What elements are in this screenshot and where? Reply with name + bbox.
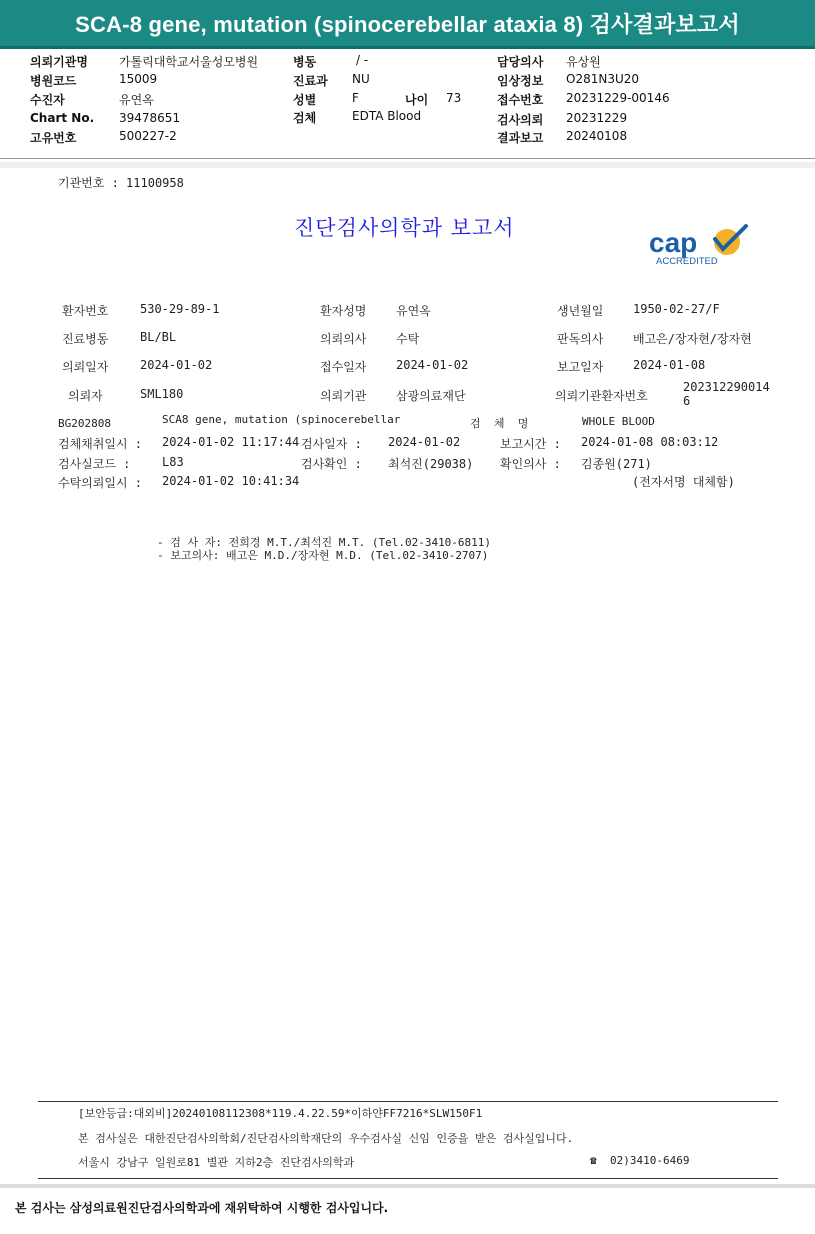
reading-doctor-label: 판독의사 bbox=[557, 332, 604, 346]
e-signature-note: (전자서명 대체함) bbox=[632, 475, 735, 489]
consign-time-value: 2024-01-02 10:41:34 bbox=[162, 474, 300, 488]
test-date-label: 검사일자 : bbox=[301, 437, 362, 451]
reconsignment-note: 본 검사는 삼성의료원진단검사의학과에 재위탁하여 시행한 검사입니다. bbox=[15, 1201, 389, 1215]
cap-accredited-check-icon bbox=[649, 222, 749, 268]
care-ward-label: 진료병동 bbox=[62, 332, 109, 346]
requester-label: 의뢰자 bbox=[68, 389, 103, 403]
report-time-value: 2024-01-08 08:03:12 bbox=[581, 435, 719, 449]
institution-patient-no-value-cont: 6 bbox=[683, 394, 691, 408]
clinical-info-label: 임상정보 bbox=[497, 74, 544, 88]
patient-name-label: 수진자 bbox=[30, 93, 65, 107]
test-confirm-value: 최석진(29038) bbox=[388, 457, 474, 471]
lab-code-value: L83 bbox=[162, 455, 184, 469]
footer-strip bbox=[0, 1184, 815, 1188]
receipt-date-label: 접수일자 bbox=[320, 360, 367, 374]
report-time-label: 보고시간 : bbox=[500, 437, 561, 451]
order-date-label: 의뢰일자 bbox=[62, 360, 109, 374]
clinical-info-value: O281N3U20 bbox=[566, 72, 640, 86]
department-value: NU bbox=[352, 72, 370, 86]
cap-logo-subtext: ACCREDITED bbox=[656, 256, 718, 267]
requesting-institution-value: 삼광의료재단 bbox=[396, 389, 466, 403]
report-header-bar bbox=[0, 0, 815, 49]
divider bbox=[0, 158, 815, 159]
lab-phone: 02)3410-6469 bbox=[610, 1154, 690, 1167]
sex-value: F bbox=[352, 91, 359, 105]
patient-name-value: 유연옥 bbox=[119, 93, 154, 107]
institution-label: 의뢰기관명 bbox=[30, 55, 88, 69]
report-title-header: SCA-8 gene, mutation (spinocerebellar ataxia 8) 검사결과보고서 bbox=[75, 12, 740, 37]
telephone-icon: ☎ bbox=[590, 1154, 597, 1167]
unique-no-value: 500227-2 bbox=[119, 129, 177, 143]
ward-label: 병동 bbox=[293, 55, 317, 69]
requester-value: SML180 bbox=[140, 387, 184, 401]
test-name: SCA8 gene, mutation (spinocerebellar bbox=[162, 413, 401, 426]
result-date-label: 결과보고 bbox=[497, 131, 544, 145]
ward-value: / - bbox=[356, 53, 369, 67]
test-date-value: 2024-01-02 bbox=[388, 435, 461, 449]
lab-code-label: 검사실코드 : bbox=[58, 457, 131, 471]
footer-divider-top bbox=[38, 1101, 778, 1102]
chart-no-value: 39478651 bbox=[119, 111, 181, 125]
age-label: 나이 bbox=[405, 93, 429, 107]
requesting-doctor-value: 수탁 bbox=[396, 332, 420, 346]
security-line: [보안등급:대외비]20240108112308*119.4.22.59*이하얀FF7216*SLW150F1 bbox=[78, 1107, 483, 1120]
scanned-report bbox=[0, 168, 815, 1088]
unique-no-label: 고유번호 bbox=[30, 131, 77, 145]
receipt-date-value: 2024-01-02 bbox=[396, 358, 469, 372]
footer-divider-bottom bbox=[38, 1178, 778, 1179]
collection-time-value: 2024-01-02 11:17:44 bbox=[162, 435, 300, 449]
test-code: BG202808 bbox=[58, 417, 111, 430]
test-confirm-label: 검사확인 : bbox=[301, 457, 362, 471]
specimen-name-value: WHOLE BLOOD bbox=[582, 415, 655, 428]
consign-time-label: 수탁의뢰일시 : bbox=[58, 476, 143, 490]
doctor-value: 유상원 bbox=[566, 55, 601, 69]
institution-number: 기관번호 : 11100958 bbox=[58, 176, 184, 190]
specimen-label: 검체 bbox=[293, 111, 317, 125]
request-date-label: 검사의뢰 bbox=[497, 113, 544, 127]
age-value: 73 bbox=[446, 91, 462, 105]
tester-line: - 검 사 자: 전희경 M.T./최석진 M.T. (Tel.02-3410-6811) bbox=[157, 536, 492, 549]
institution-patient-no-label: 의뢰기관환자번호 bbox=[555, 389, 648, 403]
accession-no-value: 20231229-00146 bbox=[566, 91, 670, 105]
reporting-doctor-line: - 보고의사: 배고은 M.D./장자현 M.D. (Tel.02-3410-2707) bbox=[157, 549, 489, 562]
result-date-value: 20240108 bbox=[566, 129, 628, 143]
specimen-value: EDTA Blood bbox=[352, 109, 422, 123]
request-date-value: 20231229 bbox=[566, 111, 628, 125]
doctor-label: 담당의사 bbox=[497, 55, 544, 69]
hospital-code-value: 15009 bbox=[119, 72, 158, 86]
cap-logo-text: cap bbox=[649, 227, 698, 258]
sex-label: 성별 bbox=[293, 93, 317, 107]
certification-line: 본 검사실은 대한진단검사의학회/진단검사의학재단의 우수검사실 신임 인증을 받은 검사실입니다. bbox=[78, 1132, 574, 1145]
patient-no-label: 환자번호 bbox=[62, 304, 109, 318]
report-date-value: 2024-01-08 bbox=[633, 358, 706, 372]
reading-doctor-value: 배고은/장자현/장자현 bbox=[633, 332, 752, 346]
institution-value: 가톨릭대학교서울성모병원 bbox=[119, 55, 259, 69]
patient-info-panel bbox=[0, 48, 815, 158]
lab-report-title: 진단검사의학과 보고서 bbox=[294, 216, 515, 240]
birth-date-label: 생년월일 bbox=[557, 304, 604, 318]
requesting-doctor-label: 의뢰의사 bbox=[320, 332, 367, 346]
care-ward-value: BL/BL bbox=[140, 330, 177, 344]
requesting-institution-label: 의뢰기관 bbox=[320, 389, 367, 403]
accession-no-label: 접수번호 bbox=[497, 93, 544, 107]
department-label: 진료과 bbox=[293, 74, 328, 88]
confirm-doctor-label: 확인의사 : bbox=[500, 457, 561, 471]
institution-patient-no-value: 202312290014 bbox=[683, 380, 770, 394]
patient-no-value: 530-29-89-1 bbox=[140, 302, 220, 316]
patient-fullname-value: 유연옥 bbox=[396, 304, 431, 318]
patient-fullname-label: 환자성명 bbox=[320, 304, 367, 318]
lab-address: 서울시 강남구 일원로81 별관 지하2층 진단검사의학과 bbox=[78, 1156, 355, 1169]
hospital-code-label: 병원코드 bbox=[30, 74, 77, 88]
cap-accredited-logo bbox=[649, 222, 749, 268]
chart-no-label: Chart No. bbox=[30, 111, 95, 125]
report-date-label: 보고일자 bbox=[557, 360, 604, 374]
birth-date-value: 1950-02-27/F bbox=[633, 302, 720, 316]
confirm-doctor-value: 김종원(271) bbox=[581, 457, 652, 471]
order-date-value: 2024-01-02 bbox=[140, 358, 213, 372]
specimen-name-label: 검 체 명 bbox=[470, 417, 529, 430]
collection-time-label: 검체채취일시 : bbox=[58, 437, 143, 451]
